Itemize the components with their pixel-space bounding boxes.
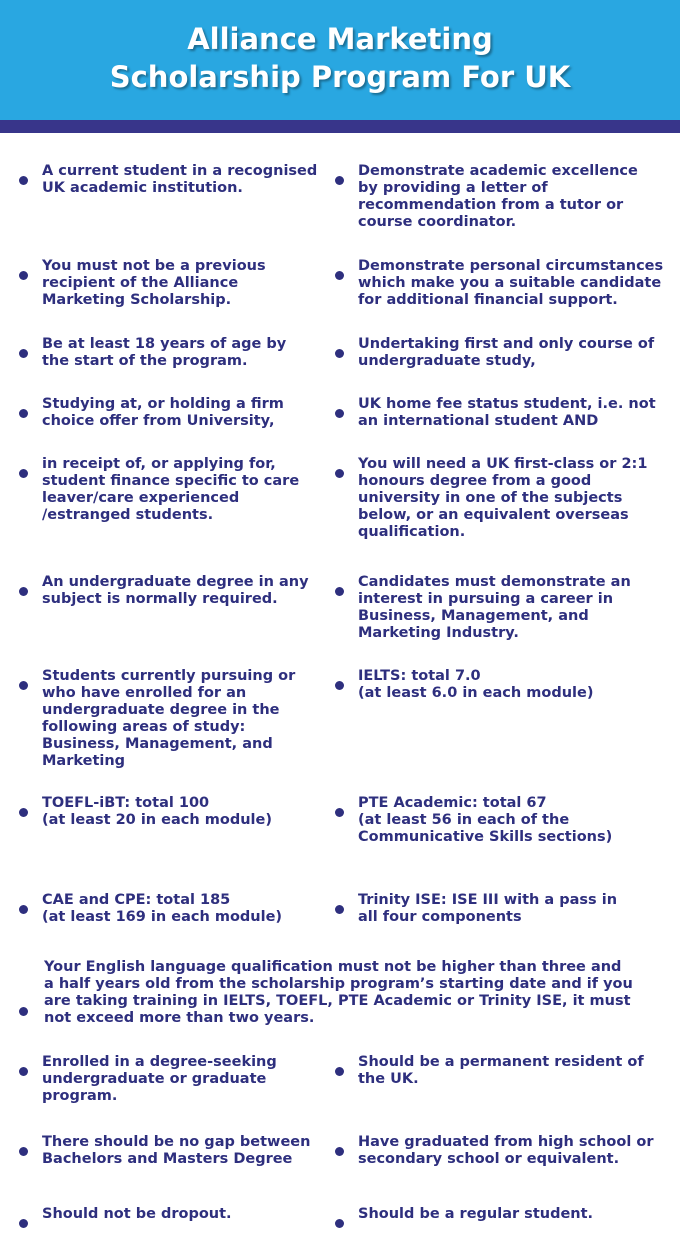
bullet-icon	[335, 1147, 344, 1156]
header-banner	[0, 0, 680, 120]
criteria-item: Be at least 18 years of age by the start of the program.	[42, 336, 332, 370]
bullet-icon	[335, 271, 344, 280]
criteria-item: IELTS: total 7.0 (at least 6.0 in each module)	[358, 668, 678, 702]
criteria-item: Enrolled in a degree-seeking undergraduate or graduate program.	[42, 1054, 332, 1105]
criteria-item: There should be no gap between Bachelors and Masters Degree	[42, 1134, 332, 1168]
language-qualification-note: Your English language qualification must not be higher than three and a half years old from the scholarship program’s starting date and if you are taking training in IELTS, TOEFL, PTE Academic or Trinity ISE, it must not exceed more than two years.	[44, 959, 669, 1027]
bullet-icon	[335, 1219, 344, 1228]
bullet-icon	[19, 905, 28, 914]
bullet-icon	[335, 905, 344, 914]
criteria-item: Students currently pursuing or who have enrolled for an undergraduate degree in the following areas of study: Business, Management, and Marketing	[42, 668, 332, 770]
bullet-icon	[335, 409, 344, 418]
bullet-icon	[335, 176, 344, 185]
criteria-item: Should be a permanent resident of the UK.	[358, 1054, 678, 1088]
title-line-1: Alliance Marketing	[187, 22, 493, 56]
bullet-icon	[19, 808, 28, 817]
criteria-item: Should be a regular student.	[358, 1206, 678, 1223]
bullet-icon	[335, 469, 344, 478]
criteria-item: An undergraduate degree in any subject is normally required.	[42, 574, 332, 608]
criteria-item: A current student in a recognised UK academic institution.	[42, 163, 332, 197]
criteria-item: Undertaking first and only course of undergraduate study,	[358, 336, 678, 370]
bullet-icon	[19, 1147, 28, 1156]
bullet-icon	[19, 349, 28, 358]
bullet-icon	[335, 1067, 344, 1076]
criteria-item: Trinity ISE: ISE III with a pass in all four components	[358, 892, 678, 926]
bullet-icon	[19, 1067, 28, 1076]
bullet-icon	[19, 469, 28, 478]
criteria-item: TOEFL-iBT: total 100 (at least 20 in each module)	[42, 795, 332, 829]
criteria-item: You must not be a previous recipient of the Alliance Marketing Scholarship.	[42, 258, 332, 309]
header-divider-stripe	[0, 120, 680, 133]
bullet-icon	[335, 681, 344, 690]
page-title	[0, 20, 680, 96]
criteria-item: CAE and CPE: total 185 (at least 169 in each module)	[42, 892, 332, 926]
criteria-item: Demonstrate academic excellence by providing a letter of recommendation from a tutor or course coordinator.	[358, 163, 678, 231]
title-line-2: Scholarship Program For UK	[109, 60, 571, 94]
bullet-icon	[335, 587, 344, 596]
bullet-icon	[19, 681, 28, 690]
bullet-icon	[19, 409, 28, 418]
criteria-item: Studying at, or holding a firm choice offer from University,	[42, 396, 332, 430]
bullet-icon	[19, 176, 28, 185]
bullet-icon	[19, 1219, 28, 1228]
criteria-item: Should not be dropout.	[42, 1206, 332, 1223]
bullet-icon	[19, 1007, 28, 1016]
criteria-item: You will need a UK first-class or 2:1 honours degree from a good university in one of the subjects below, or an equivalent overseas qualification.	[358, 456, 678, 541]
bullet-icon	[335, 349, 344, 358]
bullet-icon	[19, 587, 28, 596]
bullet-icon	[19, 271, 28, 280]
criteria-item: Candidates must demonstrate an interest in pursuing a career in Business, Management, and Marketing Industry.	[358, 574, 678, 642]
bullet-icon	[335, 808, 344, 817]
criteria-item: Have graduated from high school or secondary school or equivalent.	[358, 1134, 678, 1168]
criteria-item: UK home fee status student, i.e. not an international student AND	[358, 396, 678, 430]
criteria-item: in receipt of, or applying for, student finance specific to care leaver/care experienced /estranged students.	[42, 456, 332, 524]
criteria-item: PTE Academic: total 67 (at least 56 in each of the Communicative Skills sections)	[358, 795, 678, 846]
criteria-item: Demonstrate personal circumstances which make you a suitable candidate for additional financial support.	[358, 258, 678, 309]
